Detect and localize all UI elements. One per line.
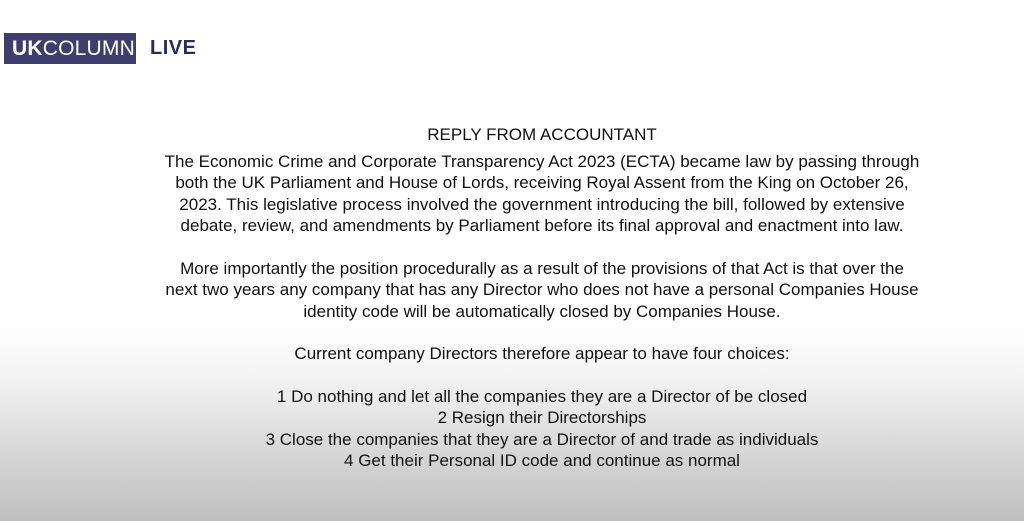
paragraph-procedure <box>110 258 974 323</box>
choice-item: 1 Do nothing and let all the companies they are a Director of be closed <box>276 386 808 406</box>
logo-column-text: COLUMN <box>42 36 135 60</box>
paragraph-line: 2023. This legislative process involved the government introducing the bill, followed by extensive <box>179 194 905 214</box>
paragraph-line: next two years any company that has any Director who does not have a personal Companies House <box>165 280 919 299</box>
choices-intro: Current company Directors therefore appear to have four choices: <box>294 344 790 363</box>
live-label: LIVE <box>150 37 197 59</box>
spacer <box>110 365 974 386</box>
paragraph-line: identity code will be automatically closed by Companies House. <box>303 301 781 321</box>
paragraph-line: both the UK Parliament and House of Lords, receiving Royal Assent from the King on October 26, <box>175 173 909 192</box>
uk-column-logo <box>4 33 136 64</box>
paragraph-line: debate, review, and amendments by Parliament before its final approval and enactment into law. <box>180 216 904 235</box>
paragraph-ecta <box>110 151 974 237</box>
paragraph-line: More importantly the position procedurally as a result of the provisions of that Act is that over the <box>180 258 904 278</box>
choice-item: 3 Close the companies that they are a Director of and trade as individuals <box>265 429 819 449</box>
choice-item: 2 Resign their Directorships <box>437 408 647 427</box>
spacer <box>110 237 974 258</box>
slide-content <box>110 124 974 472</box>
logo-uk-text: UK <box>12 36 43 60</box>
choices-list <box>110 386 974 472</box>
spacer <box>110 322 974 343</box>
choice-item: 4 Get their Personal ID code and continue as normal <box>344 451 740 470</box>
channel-logo-bar <box>4 33 196 64</box>
paragraph-line: The Economic Crime and Corporate Transparency Act 2023 (ECTA) became law by passing through <box>164 151 920 171</box>
slide-heading: REPLY FROM ACCOUNTANT <box>427 125 657 144</box>
